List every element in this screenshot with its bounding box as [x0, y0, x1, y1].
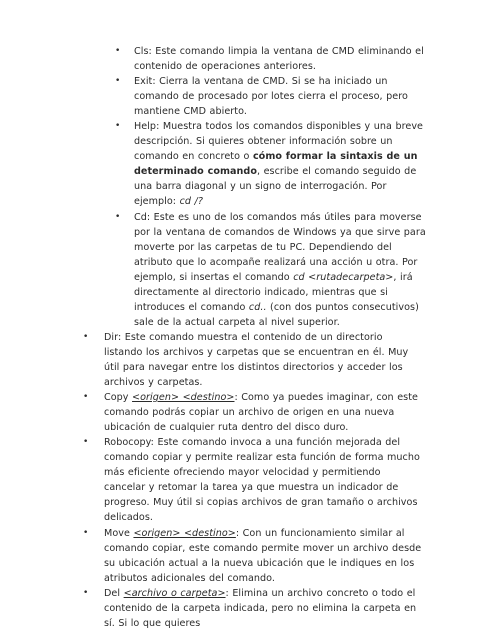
item-text: Dir: Este comando muestra el contenido de un directorio listando los archivos y carpetas que se encuentran en él. Muy útil para navegar entre los distintos directorios y acceder los archivos y carpetas.	[104, 331, 409, 389]
command-example: cd..	[248, 301, 267, 313]
item-text: : Con un funcionamiento similar al comando copiar, este comando permite mover un archivo desde su ubicación actual a la nueva ubicación que le indiques en los atributos adicionales del comando.	[104, 527, 422, 584]
emphasized-text: cómo formar la sintaxis de un determinado comando	[134, 151, 418, 178]
item-text: Cls: Este comando limpia la ventana de CMD eliminando el contenido de operaciones anteriores.	[134, 46, 424, 73]
command-list	[0, 44, 495, 631]
bullet-icon: •	[115, 46, 121, 56]
bullet-icon: •	[83, 527, 89, 538]
item-text: Cd: Este es uno de los comandos más útiles para moverse por la ventana de comandos de Windows ya que sirve para moverte por las carpetas de tu PC. Dependiendo del atributo que lo acompañe realizará una acción u otra. Por ejemplo, si insertas el comando	[134, 211, 426, 283]
bullet-icon: •	[115, 76, 121, 87]
item-text: , escribe el comando seguido de una barra diagonal y un signo de interrogación. Por ejemplo:	[134, 166, 417, 208]
bullet-icon: •	[83, 392, 89, 403]
list-item-dir	[0, 330, 422, 390]
list-item-robocopy	[0, 435, 425, 525]
list-item-del	[0, 586, 430, 631]
list-item-cd	[0, 210, 427, 330]
item-text: Del	[104, 587, 124, 599]
command-syntax: <origen> <destino>	[132, 392, 235, 404]
item-text: Help: Muestra todos los comandos disponibles y una breve descripción. Si quieres obtener información sobre un comando en concreto o	[134, 121, 424, 163]
list-item-move	[0, 526, 425, 586]
item-text: Exit: Cierra la ventana de CMD. Si se ha iniciado un comando de procesado por lotes cierra el proceso, pero mantiene CMD abierto.	[134, 76, 408, 118]
bullet-icon: •	[83, 437, 89, 448]
command-syntax: <archivo o carpeta>	[123, 587, 226, 599]
item-text: : Elimina un archivo concreto o todo el contenido de la carpeta indicada, pero no elimina la carpeta en sí. Si lo que quieres	[104, 587, 417, 629]
bullet-icon: •	[83, 331, 89, 342]
item-text: Move	[104, 527, 134, 539]
list-item-cls	[0, 44, 427, 74]
list-item-exit	[0, 74, 427, 119]
bullet-icon: •	[83, 587, 89, 598]
command-example: cd /?	[179, 196, 203, 208]
item-text: Copy	[104, 392, 133, 404]
list-item-help	[0, 119, 427, 209]
item-text: (con dos puntos consecutivos) sale de la actual carpeta al nivel superior.	[134, 301, 419, 328]
item-text: Robocopy: Este comando invoca a una función mejorada del comando copiar y permite realizar esta función de forma mucho más eficiente ofreciendo mayor velocidad y permitiendo cancelar y retomar la tarea ya que muestra un indicador de progreso. Muy útil si copias archivos de gran tamaño o archivos delicados.	[104, 437, 420, 524]
item-text: : Como ya puedes imaginar, con este comando podrás copiar un archivo de origen en una nueva ubicación de cualquier ruta dentro del disco duro.	[104, 392, 418, 434]
command-example: cd <rutadecarpeta>	[293, 271, 394, 283]
item-text: , irá directamente al directorio indicado, mientras que si introduces el comando	[134, 271, 413, 313]
bullet-icon: •	[115, 211, 121, 222]
command-syntax: <origen> <destino>	[133, 527, 236, 539]
bullet-icon: •	[115, 121, 121, 132]
list-item-copy	[0, 390, 430, 435]
